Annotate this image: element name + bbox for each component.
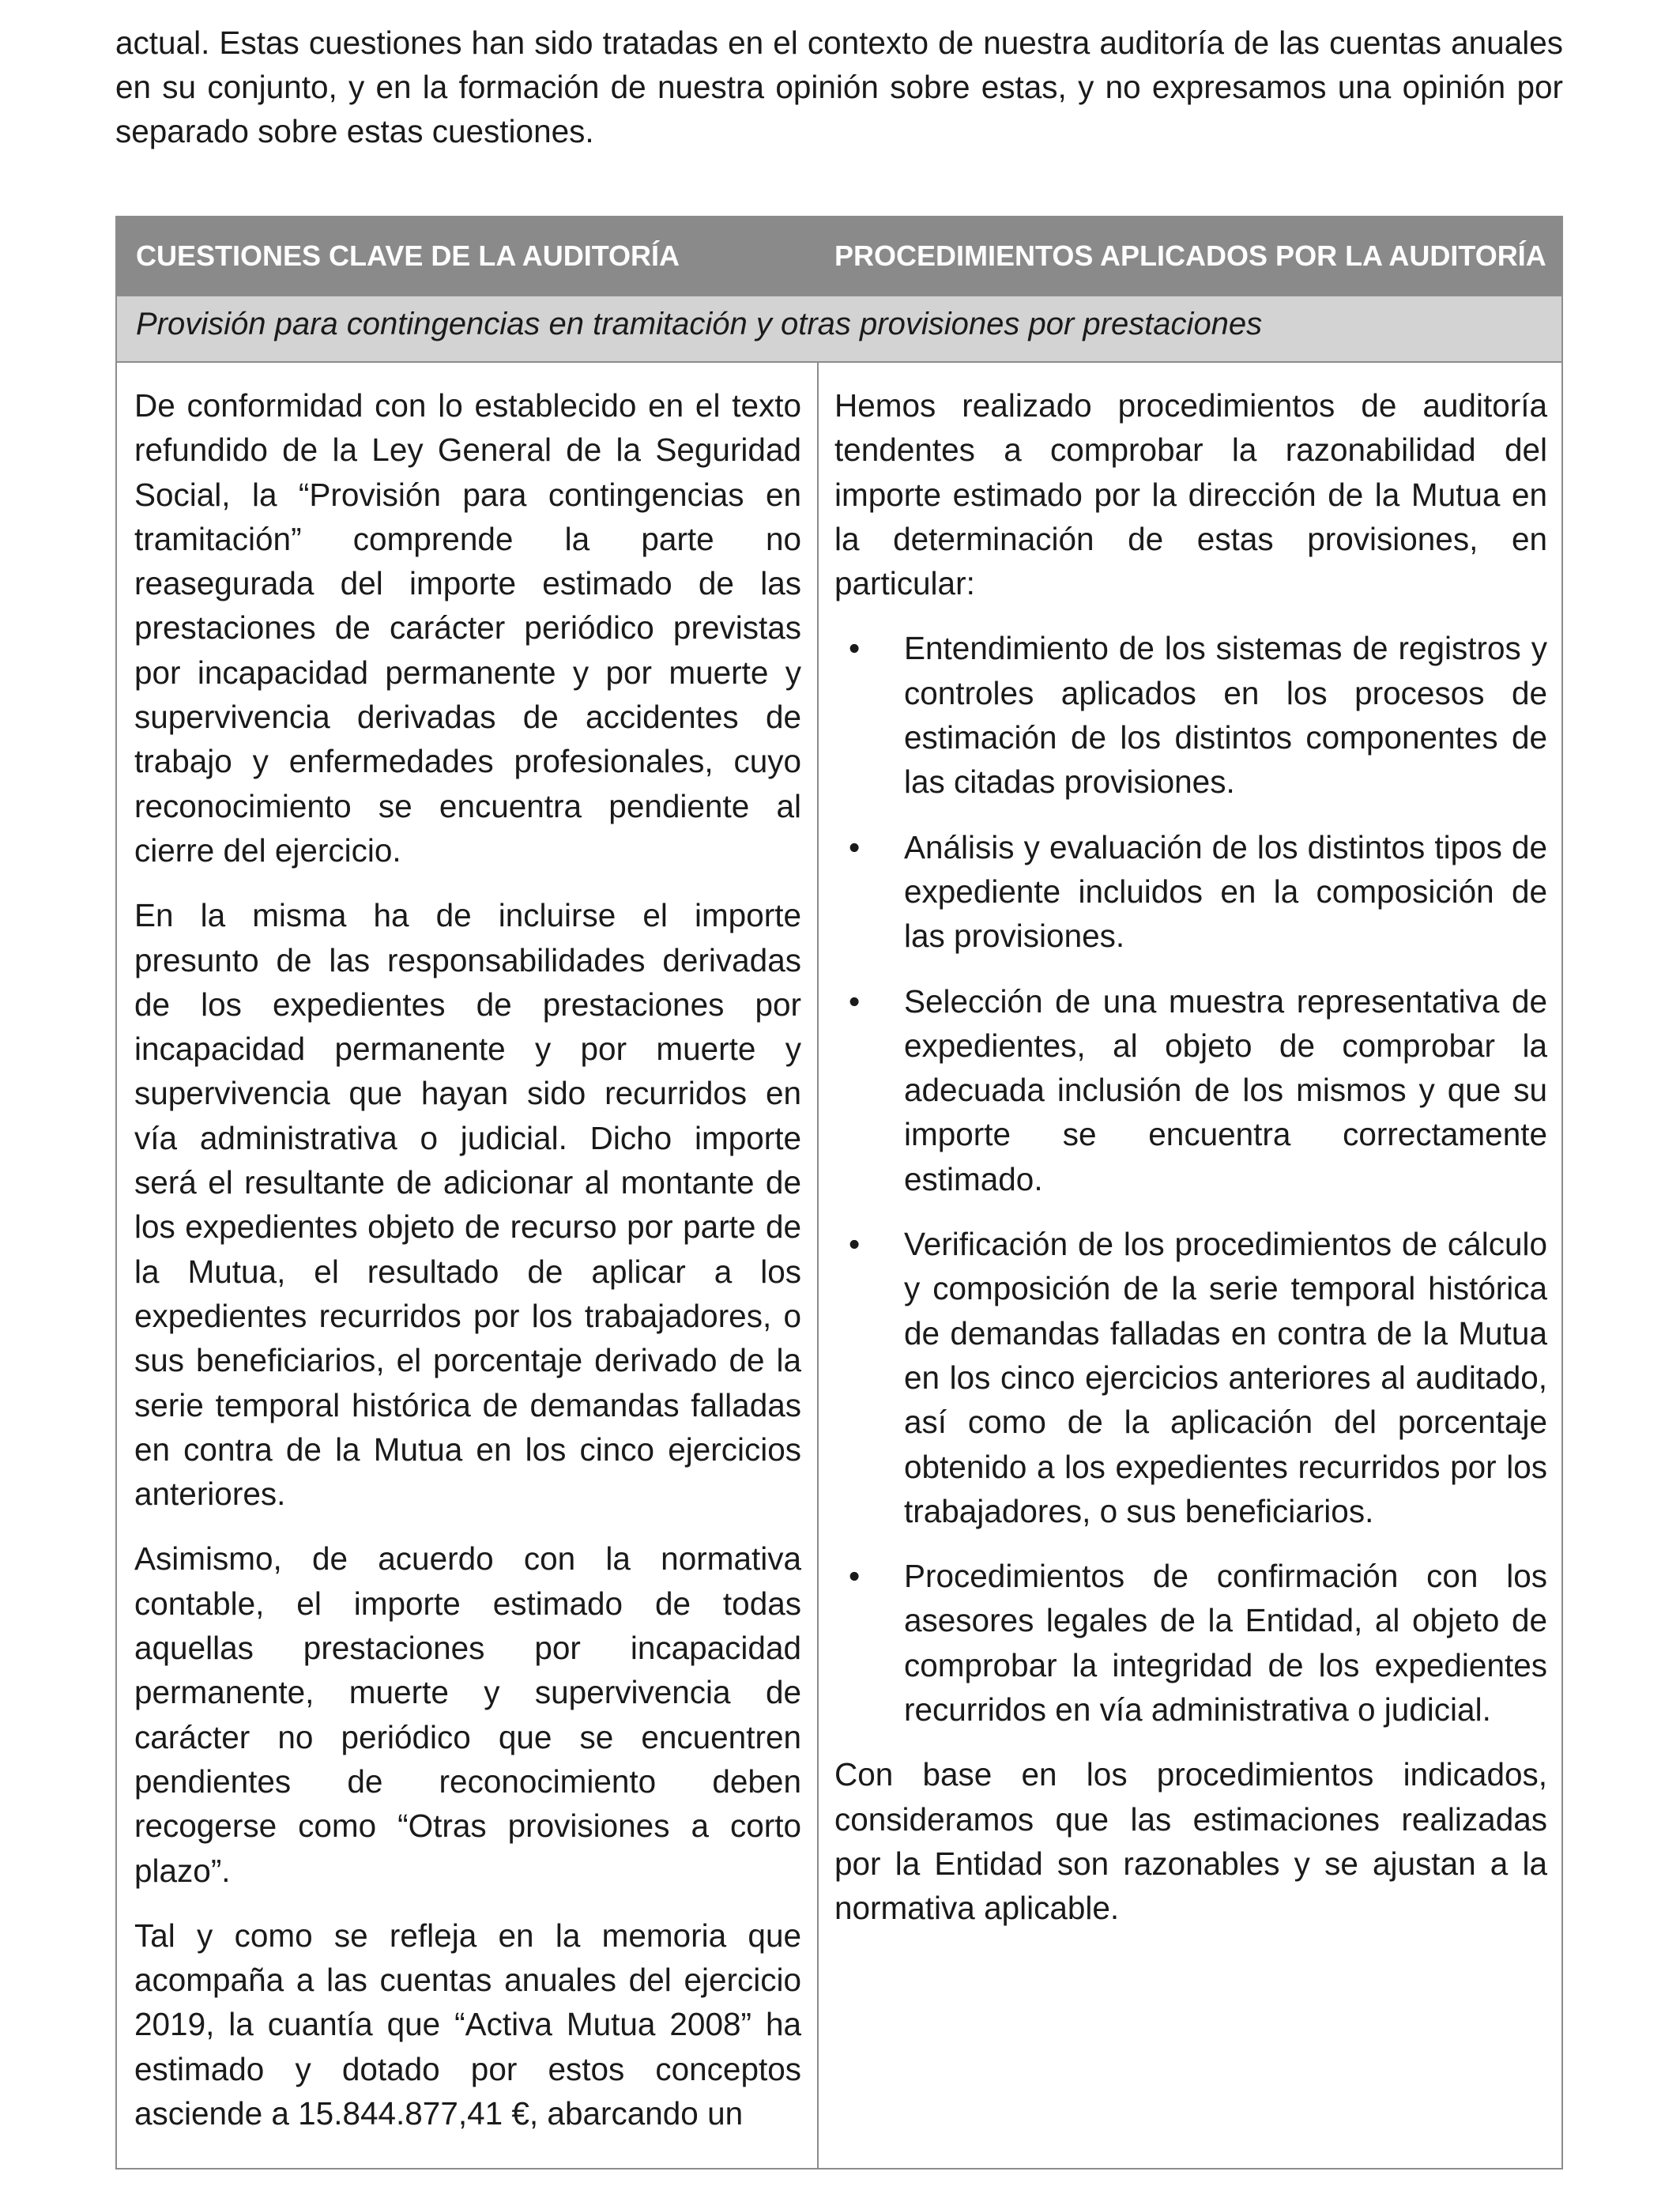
bullet-icon: • [849,982,861,1020]
procedure-item [834,1222,1547,1533]
header-audit-procedures: PROCEDIMIENTOS APLICADOS POR LA AUDITORÍA [834,239,1546,272]
key-matter-paragraph: Tal y como se refleja en la memoria que acompaña a las cuentas anuales del ejercicio 2019, la cuantía que “Activa Mutua 2008” ha estimado y dotado por estos conceptos asciende a 15.844.877,41 €, abarcando un [134,1917,801,2132]
intro-paragraph: actual. Estas cuestiones han sido tratadas en el contexto de nuestra auditoría de las cuentas anuales en su conjunto, y en la formación de nuestra opinión sobre estas, y no expresamos una opinión por separado sobre estas cuestiones. [115,25,1563,149]
procedure-item [834,626,1547,804]
procedure-text: Entendimiento de los sistemas de registros y controles aplicados en los procesos de estimación de los distintos componentes de las citadas provisiones. [904,630,1547,801]
procedure-text: Selección de una muestra representativa de expedientes, al objeto de comprobar la adecuada inclusión de los mismos y que su importe se encuentra correctamente estimado. [904,982,1547,1197]
procedure-item [834,1554,1547,1732]
key-matter-paragraph: Asimismo, de acuerdo con la normativa contable, el importe estimado de todas aquellas prestaciones por incapacidad permanente, muerte y supervivencia de carácter no periódico que se encuentren pendientes de reconocimiento deben recogerse como “Otras provisiones a corto plazo”. [134,1540,801,1889]
key-audit-matters-table [115,216,1563,2169]
header-key-audit-matters: CUESTIONES CLAVE DE LA AUDITORÍA [136,239,680,272]
key-matter-paragraph: De conformidad con lo establecido en el texto refundido de la Ley General de la Seguridad Social, la “Provisión para contingencias en tramitación” comprende la parte no reasegurada del importe estimado de las prestaciones de carácter periódico previstas por incapacidad permanente y por muerte y supervivencia derivadas de accidentes de trabajo y enfermedades profesionales, cuyo reconocimiento se encuentra pendiente al cierre del ejercicio. [134,387,801,869]
procedures-conclusion: Con base en los procedimientos indicados, consideramos que las estimaciones realizadas por la Entidad son razonables y se ajustan a la normativa aplicable. [834,1756,1547,1927]
bullet-icon: • [849,630,861,667]
procedures-column [834,383,1547,1951]
procedures-list [834,626,1547,1732]
section-title-row [117,295,1561,363]
key-matter-paragraph: En la misma ha de incluirse el importe presunto de las responsabilidades derivadas de los expedientes de prestaciones por incapacidad permanente y por muerte y supervivencia que hayan sido recurridos en vía administrativa o judicial. Dicho importe será el resultante de adicionar al montante de los expedientes objeto de recurso por parte de la Mutua, el resultado de aplicar a los expedientes recurridos por los trabajadores, o sus beneficiarios, el porcentaje derivado de la serie temporal histórica de demandas falladas en contra de la Mutua en los cinco ejercicios anteriores. [134,897,801,1513]
bullet-icon: • [849,1226,861,1263]
procedure-item [834,825,1547,959]
procedure-item [834,979,1547,1201]
section-title: Provisión para contingencias en tramitación y otras provisiones por prestaciones [136,307,1263,341]
table-header-row [117,217,1561,295]
procedure-text: Procedimientos de confirmación con los asesores legales de la Entidad, al objeto de comprobar la integridad de los expedientes recurridos en vía administrativa o judicial. [904,1558,1547,1728]
key-matters-column [134,383,801,2156]
bullet-icon: • [849,828,861,865]
procedures-intro: Hemos realizado procedimientos de auditoría tendentes a comprobar la razonabilidad del importe estimado por la dirección de la Mutua en la determinación de estas provisiones, en particular: [834,387,1547,602]
procedure-text: Análisis y evaluación de los distintos tipos de expediente incluidos en la composición de las provisiones. [904,828,1547,955]
procedure-text: Verificación de los procedimientos de cálculo y composición de la serie temporal histórica de demandas falladas en contra de la Mutua en los cinco ejercicios anteriores al auditado, así como de la aplicación del porcentaje obtenido a los expedientes recurridos por los trabajadores, o sus beneficiarios. [904,1226,1547,1529]
bullet-icon: • [849,1558,861,1595]
column-divider [817,363,819,2168]
